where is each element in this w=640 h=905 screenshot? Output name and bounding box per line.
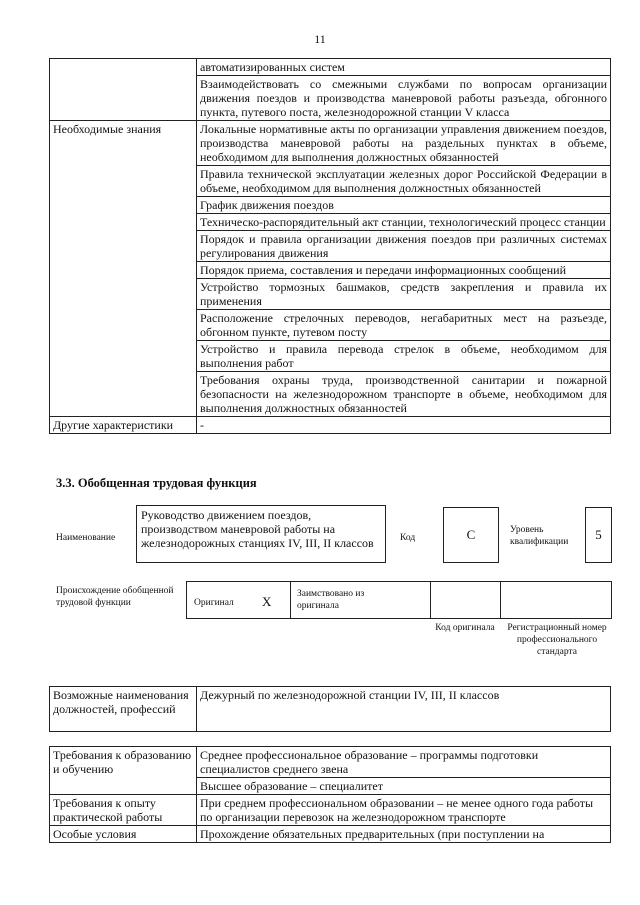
table-row — [50, 795, 611, 826]
page-number: 11 — [314, 32, 326, 46]
table-row — [50, 747, 611, 778]
table-row — [50, 121, 611, 166]
requirements-table — [49, 746, 611, 843]
row-value: Устройство тормозных башмаков, средств закрепления и правила их применения — [197, 279, 611, 310]
table-row — [50, 687, 611, 732]
special-conditions-value: Прохождение обязательных предварительных (при поступлении на — [197, 826, 611, 843]
divider — [611, 581, 612, 619]
education-value: Высшее образование – специалитет — [197, 778, 611, 795]
table-row — [50, 417, 611, 434]
code-value: C — [443, 507, 499, 563]
row-value: Порядок приема, составления и передачи информационных сообщений — [197, 262, 611, 279]
row-value: автоматизированных систем — [197, 59, 611, 76]
divider — [500, 581, 501, 619]
origin-label: Происхождение обобщенной трудовой функции — [56, 586, 174, 608]
table-row — [50, 826, 611, 843]
row-value: Порядок и правила организации движения поездов при различных системах регулирования движения — [197, 231, 611, 262]
row-value: Локальные нормативные акты по организации управления движением поездов, производства маневровой работы на раздельных пунктах в объеме, необходимом для выполнения должностных обязанностей — [197, 121, 611, 166]
row-value: Техническо-распорядительный акт станции, технологический процесс станции — [197, 214, 611, 231]
divider — [290, 581, 291, 619]
divider — [430, 581, 431, 619]
code-label: Код — [400, 533, 416, 543]
row-value: Взаимодействовать со смежными службами по вопросам организации движения поездов и производства маневровой работы разъезда, обгонного пункта, путевого поста, железнодорожной станции V класса — [197, 76, 611, 121]
row-value: Правила технической эксплуатации железных дорог Российской Федерации в объеме, необходимом для выполнения должностных обязанностей — [197, 166, 611, 197]
level-label: Уровень квалификации — [510, 525, 569, 547]
row-value: Расположение стрелочных переводов, негабаритных мест на разъезде, обгонном пункте, путевом посту — [197, 310, 611, 341]
row-value: Устройство и правила перевода стрелок в объеме, необходимом для выполнения работ — [197, 341, 611, 372]
code-original-caption: Код оригинала — [435, 623, 495, 633]
row-label-other: Другие характеристики — [50, 417, 197, 434]
original-mark: X — [262, 594, 272, 609]
row-label — [50, 59, 197, 121]
table-row — [50, 59, 611, 76]
row-value: График движения поездов — [197, 197, 611, 214]
origin-row — [186, 581, 612, 619]
name-value: Руководство движением поездов, производством маневровой работы на железнодорожных станциях IV, III, II классов — [136, 505, 386, 563]
positions-label: Возможные наименования должностей, профессий — [50, 687, 197, 732]
divider — [186, 581, 187, 619]
education-label: Требования к образованию и обучению — [50, 747, 197, 795]
original-label: Оригинал — [194, 598, 234, 608]
experience-label: Требования к опыту практической работы — [50, 795, 197, 826]
level-value: 5 — [585, 507, 612, 563]
row-value: Требования охраны труда, производственной санитарии и пожарной безопасности на железнодорожном транспорте в объеме, необходимом для выполнения должностных обязанностей — [197, 372, 611, 417]
section-title: 3.3. Обобщенная трудовая функция — [56, 476, 257, 490]
positions-table — [49, 686, 611, 732]
experience-value: При среднем профессиональном образовании – не менее одного года работы по организации перевозок на железнодорожном транспорте — [197, 795, 611, 826]
borrowed-label: Заимствовано из оригинала — [297, 589, 365, 611]
special-conditions-label: Особые условия — [50, 826, 197, 843]
positions-value: Дежурный по железнодорожной станции IV, III, II классов — [197, 687, 611, 732]
education-value: Среднее профессиональное образование – программы подготовки специалистов среднего звена — [197, 747, 611, 778]
row-label-knowledge: Необходимые знания — [50, 121, 197, 417]
row-value: - — [197, 417, 611, 434]
name-label: Наименование — [56, 533, 116, 543]
registration-number-caption: Регистрационный номер профессионального стандарта — [507, 623, 607, 657]
knowledge-table — [49, 58, 611, 434]
